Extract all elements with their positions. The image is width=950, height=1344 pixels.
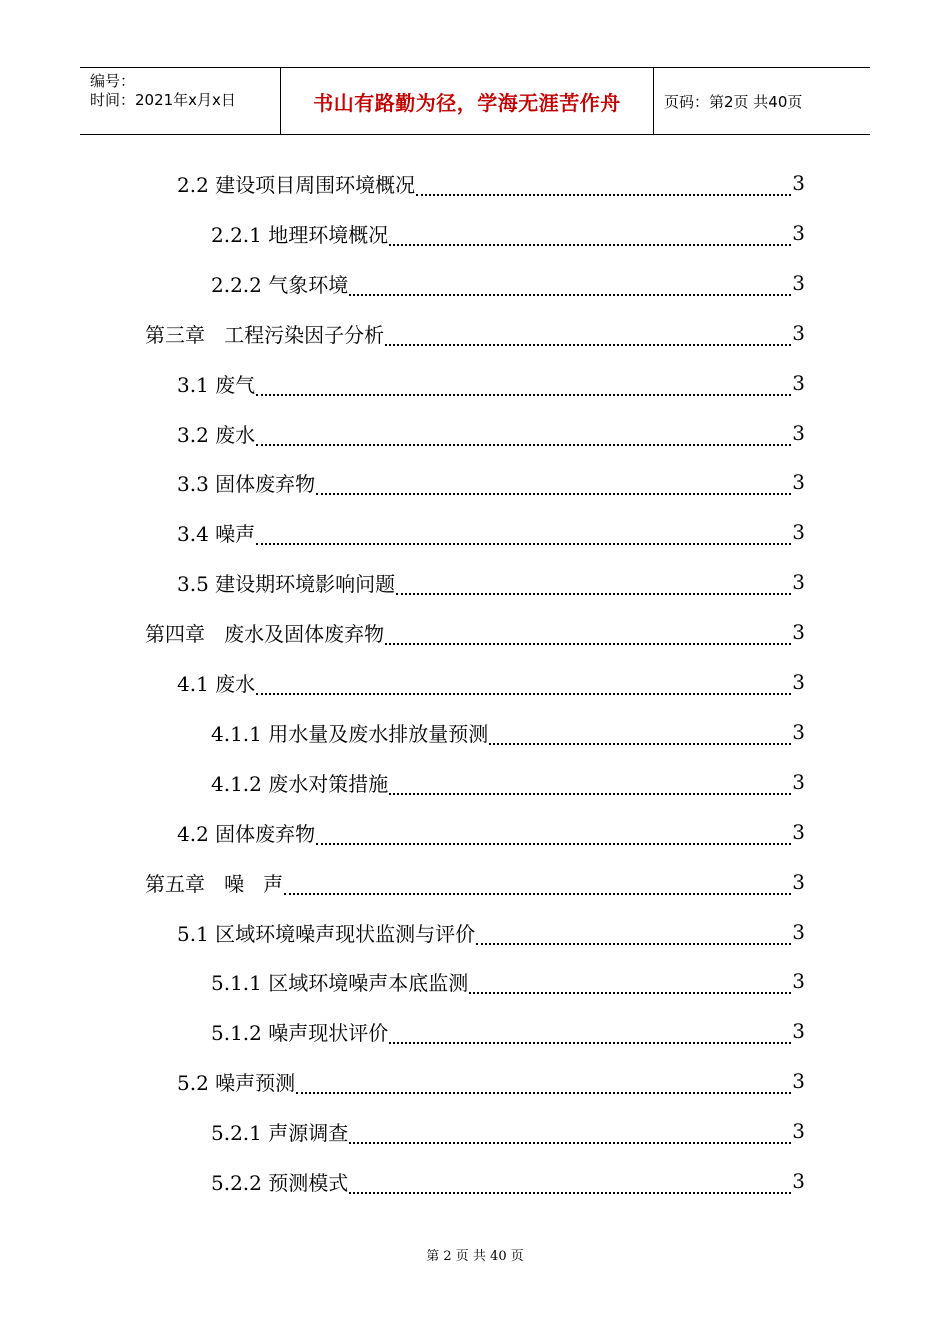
page-header bbox=[80, 67, 870, 135]
toc-entry-title: 3.2 废水 bbox=[177, 422, 256, 447]
toc-entry[interactable] bbox=[177, 457, 805, 507]
toc-dot-leader bbox=[476, 915, 791, 945]
toc-entry-page-number: 3 bbox=[792, 770, 805, 794]
toc-entry-page-number: 3 bbox=[792, 371, 805, 395]
toc-dot-leader bbox=[389, 1014, 791, 1044]
toc-entry[interactable] bbox=[177, 408, 805, 458]
toc-entry-title: 3.3 固体废弃物 bbox=[177, 471, 316, 496]
toc-dot-leader bbox=[396, 565, 791, 595]
toc-entry-title: 第四章 废水及固体废弃物 bbox=[145, 621, 385, 646]
toc-dot-leader bbox=[284, 865, 791, 895]
toc-entry-title: 3.5 建设期环境影响问题 bbox=[177, 571, 396, 596]
toc-entry[interactable] bbox=[211, 956, 805, 1006]
toc-dot-leader bbox=[316, 465, 791, 495]
toc-entry-page-number: 3 bbox=[792, 321, 805, 345]
toc-entry-title: 5.2.2 预测模式 bbox=[211, 1170, 349, 1195]
toc-dot-leader bbox=[416, 166, 791, 196]
toc-entry[interactable] bbox=[177, 507, 805, 557]
toc-entry-page-number: 3 bbox=[792, 670, 805, 694]
header-page-info: 页码：第2页 共40页 bbox=[664, 92, 803, 111]
toc-entry-title: 3.4 噪声 bbox=[177, 521, 256, 546]
toc-dot-leader bbox=[349, 1164, 791, 1194]
toc-entry-title: 3.1 废气 bbox=[177, 372, 256, 397]
toc-entry[interactable] bbox=[145, 607, 805, 657]
toc-entry[interactable] bbox=[211, 757, 805, 807]
toc-dot-leader bbox=[385, 316, 791, 346]
toc-entry[interactable] bbox=[177, 657, 805, 707]
toc-entry-page-number: 3 bbox=[792, 1019, 805, 1043]
toc-entry[interactable] bbox=[145, 857, 805, 907]
toc-entry-title: 2.2.2 气象环境 bbox=[211, 272, 349, 297]
toc-dot-leader bbox=[349, 1114, 791, 1144]
document-number-label: 编号： bbox=[90, 72, 136, 90]
toc-entry-page-number: 3 bbox=[792, 570, 805, 594]
toc-dot-leader bbox=[256, 665, 791, 695]
toc-entry-title: 4.1.1 用水量及废水排放量预测 bbox=[211, 721, 489, 746]
toc-dot-leader bbox=[256, 515, 791, 545]
toc-entry[interactable] bbox=[211, 1006, 805, 1056]
toc-entry-title: 2.2.1 地理环境概况 bbox=[211, 222, 389, 247]
header-motto: 书山有路勤为径，学海无涯苦作舟 bbox=[281, 68, 654, 134]
toc-dot-leader bbox=[316, 815, 791, 845]
toc-entry-page-number: 3 bbox=[792, 1069, 805, 1093]
header-meta bbox=[80, 68, 281, 134]
toc-entry-page-number: 3 bbox=[792, 820, 805, 844]
toc-dot-leader bbox=[296, 1064, 791, 1094]
toc-dot-leader bbox=[389, 765, 791, 795]
toc-entry-page-number: 3 bbox=[792, 720, 805, 744]
toc-entry-page-number: 3 bbox=[792, 870, 805, 894]
toc-entry-page-number: 3 bbox=[792, 920, 805, 944]
toc-entry-title: 5.1 区域环境噪声现状监测与评价 bbox=[177, 921, 476, 946]
toc-dot-leader bbox=[489, 715, 791, 745]
toc-entry-page-number: 3 bbox=[792, 969, 805, 993]
toc-entry[interactable] bbox=[211, 707, 805, 757]
toc-entry[interactable] bbox=[177, 1056, 805, 1106]
toc-entry-page-number: 3 bbox=[792, 520, 805, 544]
toc-entry-title: 5.2 噪声预测 bbox=[177, 1070, 296, 1095]
toc-entry-page-number: 3 bbox=[792, 171, 805, 195]
toc-entry[interactable] bbox=[211, 1106, 805, 1156]
toc-dot-leader bbox=[256, 416, 791, 446]
toc-entry-page-number: 3 bbox=[792, 221, 805, 245]
toc-entry-title: 4.1 废水 bbox=[177, 671, 256, 696]
toc-entry-title: 5.1.2 噪声现状评价 bbox=[211, 1020, 389, 1045]
toc-entry-page-number: 3 bbox=[792, 470, 805, 494]
toc-entry-page-number: 3 bbox=[792, 1119, 805, 1143]
toc-entry[interactable] bbox=[211, 258, 805, 308]
toc-entry-page-number: 3 bbox=[792, 421, 805, 445]
toc-entry-title: 5.1.1 区域环境噪声本底监测 bbox=[211, 970, 469, 995]
toc-entry-title: 第三章 工程污染因子分析 bbox=[145, 322, 385, 347]
toc-dot-leader bbox=[256, 366, 791, 396]
document-time-label: 时间：2021年x月x日 bbox=[90, 91, 236, 109]
toc-entry[interactable] bbox=[177, 158, 805, 208]
toc-entry-page-number: 3 bbox=[792, 271, 805, 295]
toc-entry-page-number: 3 bbox=[792, 620, 805, 644]
toc-entry[interactable] bbox=[177, 557, 805, 607]
toc-entry-title: 4.1.2 废水对策措施 bbox=[211, 771, 389, 796]
toc-entry-title: 5.2.1 声源调查 bbox=[211, 1120, 349, 1145]
toc-entry-title: 4.2 固体废弃物 bbox=[177, 821, 316, 846]
toc-entry-title: 2.2 建设项目周围环境概况 bbox=[177, 172, 416, 197]
page-footer: 第 2 页 共 40 页 bbox=[426, 1249, 524, 1264]
toc-entry[interactable] bbox=[211, 208, 805, 258]
toc-dot-leader bbox=[469, 964, 791, 994]
toc-entry-title: 第五章 噪 声 bbox=[145, 871, 284, 896]
toc-entry[interactable] bbox=[145, 308, 805, 358]
toc-dot-leader bbox=[385, 615, 791, 645]
toc-dot-leader bbox=[389, 216, 791, 246]
toc-entry[interactable] bbox=[177, 807, 805, 857]
toc-dot-leader bbox=[349, 266, 791, 296]
toc-entry[interactable] bbox=[177, 358, 805, 408]
toc-entry[interactable] bbox=[177, 907, 805, 957]
toc-entry[interactable] bbox=[211, 1156, 805, 1206]
toc-entry-page-number: 3 bbox=[792, 1169, 805, 1193]
